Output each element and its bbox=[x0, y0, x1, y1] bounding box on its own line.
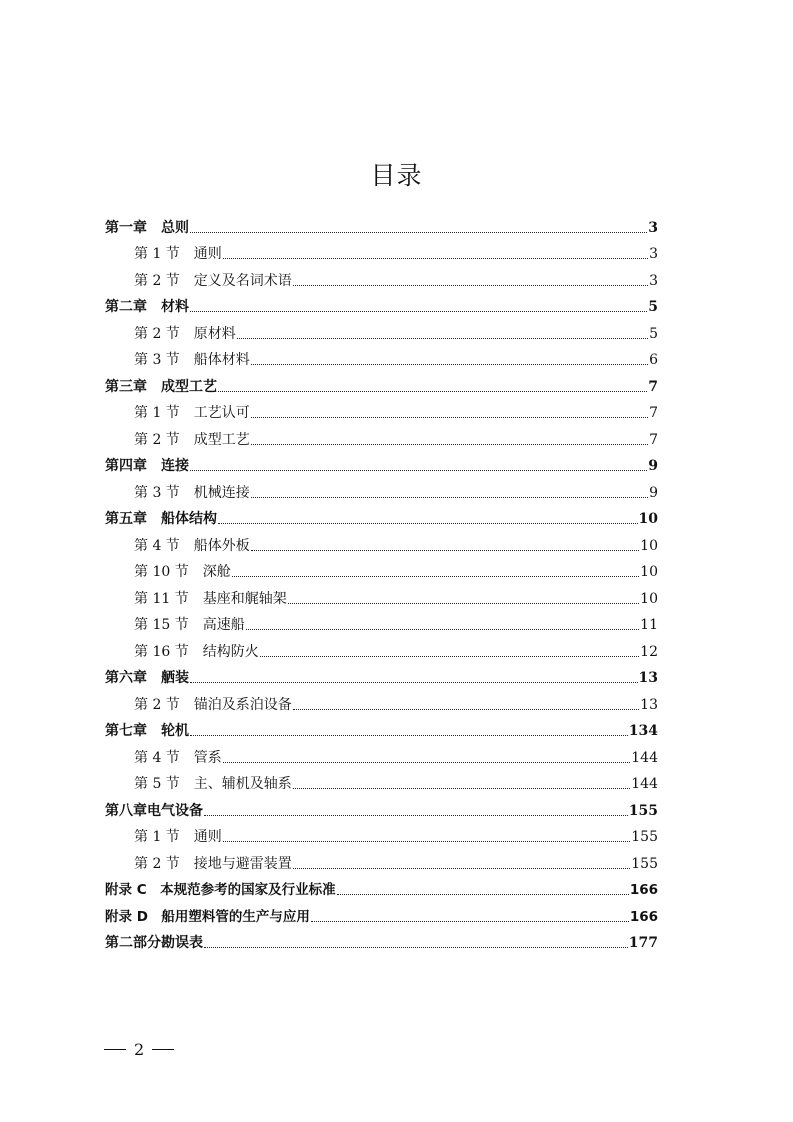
toc-section-entry[interactable] bbox=[134, 316, 658, 343]
toc-chapter-entry[interactable] bbox=[105, 661, 658, 688]
toc-entry-page: 7 bbox=[648, 378, 658, 395]
toc-leader-dots bbox=[218, 391, 647, 392]
toc-entry-label: 第 10 节 深舱 bbox=[134, 564, 231, 580]
toc-entry-page: 155 bbox=[628, 802, 658, 819]
toc-entry-page: 3 bbox=[648, 219, 658, 236]
toc-entry-label: 第三章 成型工艺 bbox=[105, 378, 217, 395]
toc-section-entry[interactable] bbox=[134, 343, 658, 370]
toc-leader-dots bbox=[288, 603, 639, 604]
toc-chapter-entry[interactable] bbox=[105, 502, 658, 529]
toc-section-entry[interactable] bbox=[134, 528, 658, 555]
toc-entry-label: 第 1 节 工艺认可 bbox=[134, 405, 250, 421]
toc-entry-page: 5 bbox=[649, 325, 658, 342]
toc-entry-label: 第 1 节 通则 bbox=[134, 829, 222, 845]
toc-leader-dots bbox=[251, 417, 648, 418]
toc-leader-dots bbox=[237, 338, 648, 339]
toc-leader-dots bbox=[251, 444, 648, 445]
toc-leader-dots bbox=[293, 868, 630, 869]
toc-entry-label: 第 2 节 定义及名词术语 bbox=[134, 272, 292, 289]
toc-entry-page: 10 bbox=[640, 564, 658, 580]
toc-chapter-entry[interactable] bbox=[105, 714, 658, 741]
toc-entry-page: 7 bbox=[649, 431, 658, 448]
toc-leader-dots bbox=[293, 285, 648, 286]
toc-entry-label: 第 2 节 成型工艺 bbox=[134, 431, 250, 448]
toc-section-entry[interactable] bbox=[134, 608, 658, 635]
toc-entry-page: 10 bbox=[640, 537, 658, 554]
toc-leader-dots bbox=[246, 629, 639, 630]
toc-leader-dots bbox=[204, 947, 628, 948]
toc-chapter-entry[interactable] bbox=[105, 899, 658, 926]
toc-leader-dots bbox=[190, 682, 638, 683]
toc-section-entry[interactable] bbox=[134, 555, 658, 582]
toc-entry-page: 13 bbox=[638, 670, 658, 686]
toc-entry-label: 第六章 舾装 bbox=[105, 670, 189, 686]
toc-leader-dots bbox=[190, 470, 647, 471]
toc-entry-page: 10 bbox=[640, 590, 658, 607]
toc-entry-label: 第 11 节 基座和艉轴架 bbox=[134, 590, 287, 607]
toc-section-entry[interactable] bbox=[134, 820, 658, 847]
page-title: 目录 bbox=[370, 161, 423, 190]
toc-section-entry[interactable] bbox=[134, 687, 658, 714]
toc-section-entry[interactable] bbox=[134, 396, 658, 423]
toc-entry-label: 第二部分勘误表 bbox=[105, 935, 203, 951]
toc-leader-dots bbox=[251, 364, 648, 365]
toc-entry-label: 附录 C 本规范参考的国家及行业标准 bbox=[105, 882, 336, 898]
toc-entry-label: 第 2 节 原材料 bbox=[134, 325, 236, 342]
toc-entry-label: 第七章 轮机 bbox=[105, 723, 189, 739]
toc-leader-dots bbox=[223, 762, 630, 763]
toc-entry-page: 6 bbox=[649, 352, 658, 368]
toc-leader-dots bbox=[293, 788, 630, 789]
toc-entry-page: 166 bbox=[629, 882, 658, 898]
toc-entry-page: 134 bbox=[628, 723, 658, 739]
toc-entry-page: 13 bbox=[640, 696, 658, 713]
toc-entry-page: 9 bbox=[649, 484, 658, 501]
toc-entry-page: 144 bbox=[631, 749, 658, 766]
toc-chapter-entry[interactable] bbox=[105, 926, 658, 953]
page-footer bbox=[104, 1040, 174, 1059]
toc-entry-page: 177 bbox=[628, 935, 658, 951]
toc-chapter-entry[interactable] bbox=[105, 449, 658, 476]
footer-dash-left bbox=[104, 1049, 126, 1050]
toc-section-entry[interactable] bbox=[134, 767, 658, 794]
footer-page-number: 2 bbox=[134, 1040, 145, 1059]
toc-entry-label: 第 4 节 船体外板 bbox=[134, 537, 250, 554]
footer-dash-right bbox=[152, 1049, 174, 1050]
toc-entry-label: 第二章 材料 bbox=[105, 299, 189, 315]
toc-entry-label: 第五章 船体结构 bbox=[105, 511, 217, 527]
toc-chapter-entry[interactable] bbox=[105, 210, 658, 237]
toc-entry-label: 第 16 节 结构防火 bbox=[134, 643, 259, 660]
toc-entry-label: 第 3 节 船体材料 bbox=[134, 352, 250, 368]
toc-chapter-entry[interactable] bbox=[105, 290, 658, 317]
toc-leader-dots bbox=[190, 735, 628, 736]
toc-entry-page: 155 bbox=[631, 829, 658, 845]
toc-entry-page: 9 bbox=[648, 458, 658, 474]
toc-leader-dots bbox=[311, 921, 629, 922]
toc-section-entry[interactable] bbox=[134, 422, 658, 449]
toc-entry-page: 11 bbox=[640, 617, 658, 633]
toc-entry-label: 第 1 节 通则 bbox=[134, 246, 222, 262]
toc-leader-dots bbox=[337, 894, 629, 895]
toc-entry-page: 144 bbox=[631, 776, 658, 792]
toc-section-entry[interactable] bbox=[134, 740, 658, 767]
toc-entry-label: 第 5 节 主、辅机及轴系 bbox=[134, 776, 292, 792]
toc-leader-dots bbox=[251, 550, 639, 551]
toc-entry-label: 第 4 节 管系 bbox=[134, 749, 222, 766]
toc-section-entry[interactable] bbox=[134, 581, 658, 608]
toc-leader-dots bbox=[260, 656, 639, 657]
toc-entry-page: 10 bbox=[638, 511, 658, 527]
toc-entry-label: 第一章 总则 bbox=[105, 219, 189, 236]
toc-section-entry[interactable] bbox=[134, 263, 658, 290]
toc-leader-dots bbox=[293, 709, 639, 710]
toc-leader-dots bbox=[251, 497, 648, 498]
toc-entry-label: 第四章 连接 bbox=[105, 458, 189, 474]
toc-chapter-entry[interactable] bbox=[105, 793, 658, 820]
toc-entry-label: 第 2 节 接地与避雷装置 bbox=[134, 855, 292, 872]
toc-section-entry[interactable] bbox=[134, 634, 658, 661]
toc-leader-dots bbox=[204, 815, 628, 816]
toc-entry-page: 3 bbox=[649, 272, 658, 289]
toc-entry-label: 第 15 节 高速船 bbox=[134, 617, 245, 633]
toc-leader-dots bbox=[218, 523, 638, 524]
toc-entry-label: 第八章电气设备 bbox=[105, 802, 203, 819]
toc-entry-page: 5 bbox=[648, 299, 658, 315]
toc-section-entry[interactable] bbox=[134, 846, 658, 873]
toc-leader-dots bbox=[223, 258, 648, 259]
toc-entry-page: 3 bbox=[649, 246, 658, 262]
toc-entry-label: 第 3 节 机械连接 bbox=[134, 484, 250, 501]
toc-chapter-entry[interactable] bbox=[105, 873, 658, 900]
toc-entry-label: 第 2 节 锚泊及系泊设备 bbox=[134, 696, 292, 713]
toc-section-entry[interactable] bbox=[134, 237, 658, 264]
toc-leader-dots bbox=[190, 232, 647, 233]
toc-entry-page: 12 bbox=[640, 643, 658, 660]
toc-leader-dots bbox=[232, 576, 639, 577]
toc-chapter-entry[interactable] bbox=[105, 369, 658, 396]
toc-section-entry[interactable] bbox=[134, 475, 658, 502]
toc-leader-dots bbox=[190, 311, 647, 312]
toc-entry-label: 附录 D 船用塑料管的生产与应用 bbox=[105, 908, 310, 925]
toc-leader-dots bbox=[223, 841, 630, 842]
toc-entry-page: 7 bbox=[649, 405, 658, 421]
toc-entry-page: 155 bbox=[631, 855, 658, 872]
toc-entry-page: 166 bbox=[629, 908, 658, 925]
